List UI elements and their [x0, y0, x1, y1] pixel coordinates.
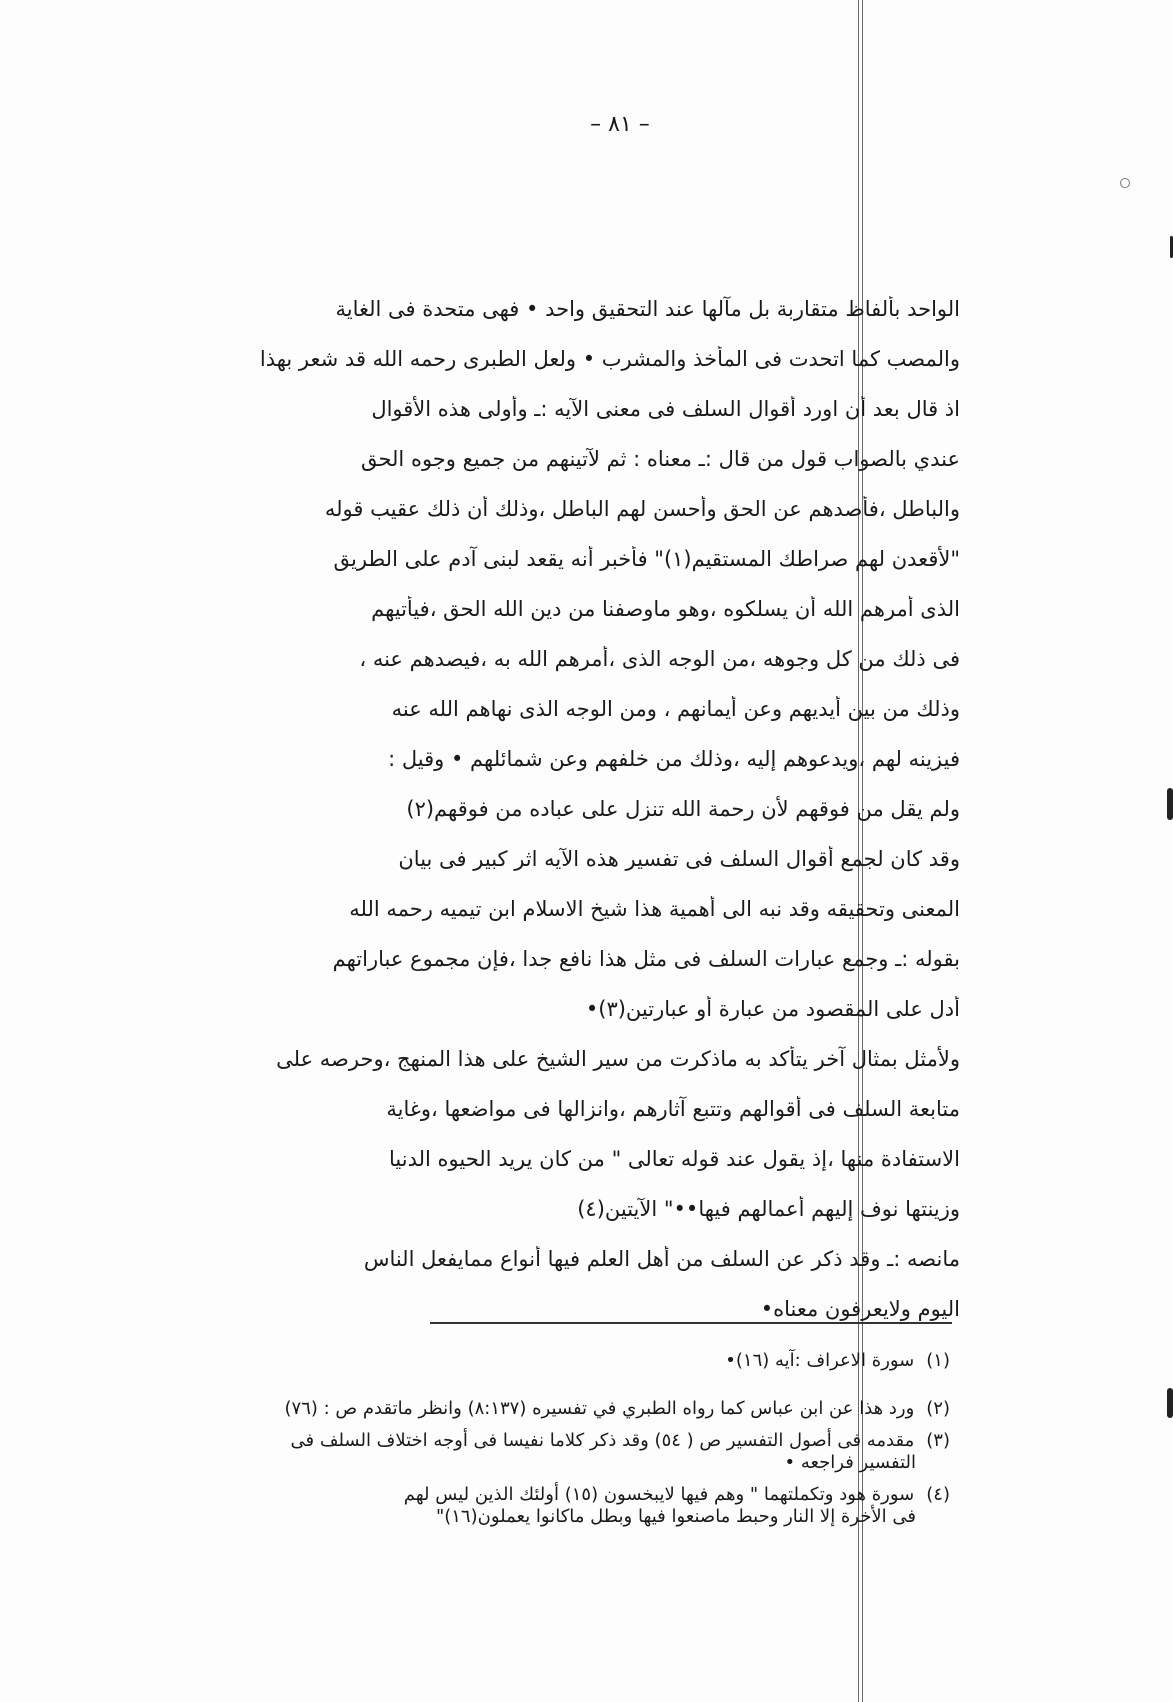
edge-mark [1167, 1388, 1173, 1418]
text-line: فى ذلك من كل وجوهه ،من الوجه الذى ،أمرهم الله به ،فيصدهم عنه ، [359, 647, 960, 671]
page-number: – ٨١ – [590, 112, 650, 137]
footnote-text: سورة هود وتكملتهما " وهم فيها لايبخسون (١٥) أولئك الذين ليس لهم [403, 1484, 915, 1505]
text-line: بقوله :ـ وجمع عبارات السلف فى مثل هذا نافع جدا ،فإن مجموع عباراتهم [332, 947, 960, 971]
text-line: ولأمثل بمثال آخر يتأكد به ماذكرت من سير الشيخ على هذا المنهج ،وحرصه على [276, 1047, 960, 1071]
margin-circle-mark [1120, 178, 1130, 188]
footnote-number: (٢) [926, 1398, 950, 1419]
text-line: الاستفادة منها ،إذ يقول عند قوله تعالى " من كان يريد الحيوه الدنيا [389, 1147, 960, 1171]
footnote-text: سورة الاعراف :آيه (١٦)• [725, 1350, 915, 1371]
footnote-continuation: فى الأخرة إلا النار وحبط ماصنعوا فيها وبطل ماكانوا يعملون(١٦)" [435, 1506, 916, 1527]
footnote-number: (٤) [926, 1484, 950, 1505]
footnote-continuation: التفسير فراجعه • [784, 1452, 916, 1473]
text-line: وزينتها نوف إليهم أعمالهم فيها••" الآيتين(٤) [577, 1197, 960, 1221]
text-line: وذلك من بين أيديهم وعن أيمانهم ، ومن الوجه الذى نهاهم الله عنه [391, 697, 960, 721]
text-line: ولم يقل من فوقهم لأن رحمة الله تنزل على عباده من فوقهم(٢) [406, 797, 960, 821]
footnote-text: ورد هذا عن ابن عباس كما رواه الطبري في تفسيره (٨:١٣٧) وانظر ماتقدم ص : (٧٦) [284, 1398, 915, 1419]
text-line: المعنى وتحقيقه وقد نبه الى أهمية هذا شيخ الاسلام ابن تيميه رحمه الله [349, 897, 960, 921]
footnotes [52, 1350, 950, 1538]
text-line: اذ قال بعد أن اورد أقوال السلف فى معنى الآيه :ـ وأولى هذه الأقوال [371, 397, 960, 421]
footnote-text: مقدمه فى أصول التفسير ص ( ٥٤) وقد ذكر كلاما نفيسا فى أوجه اختلاف السلف فى [290, 1430, 915, 1451]
text-line: عندي بالصواب قول من قال :ـ معناه : ثم لآتينهم من جميع وجوه الحق [360, 447, 960, 471]
footnote-1 [52, 1350, 950, 1372]
text-line: "لأقعدن لهم صراطك المستقيم(١)" فأخبر أنه يقعد لبنى آدم على الطريق [333, 547, 960, 571]
text-line: الذى أمرهم الله أن يسلكوه ،وهو ماوصفنا من دين الله الحق ،فيأتيهم [371, 597, 960, 621]
text-line: فيزينه لهم ،ويدعوهم إليه ،وذلك من خلفهم وعن شمائلهم • وقيل : [388, 747, 960, 771]
main-text [92, 296, 960, 1346]
text-line: الواحد بألفاظ متقاربة بل مآلها عند التحقيق واحد • فهى متحدة فى الغاية [335, 297, 960, 321]
text-line: اليوم ولايعرفون معناه• [760, 1297, 960, 1321]
footnote-3 [52, 1430, 950, 1474]
text-line: أدل على المقصود من عبارة أو عبارتين(٣)• [585, 997, 960, 1021]
text-line: والمصب كما اتحدت فى المأخذ والمشرب • ولعل الطبرى رحمه الله قد شعر بهذا [259, 347, 960, 371]
footnote-number: (١) [926, 1350, 950, 1371]
text-line: متابعة السلف فى أقوالهم وتتبع آثارهم ،وانزالها فى مواضعها ،وغاية [386, 1097, 960, 1121]
text-line: وقد كان لجمع أقوال السلف فى تفسير هذه الآيه اثر كبير فى بيان [398, 847, 960, 871]
footnote-number: (٣) [926, 1430, 950, 1451]
edge-mark [1167, 788, 1173, 820]
text-line: مانصه :ـ وقد ذكر عن السلف من أهل العلم فيها أنواع ممايفعل الناس [363, 1247, 960, 1271]
text-line: والباطل ،فأصدهم عن الحق وأحسن لهم الباطل ،وذلك أن ذلك عقيب قوله [324, 497, 960, 521]
footnote-separator [430, 1322, 952, 1324]
footnote-4 [52, 1484, 950, 1528]
footnote-2 [52, 1398, 950, 1420]
